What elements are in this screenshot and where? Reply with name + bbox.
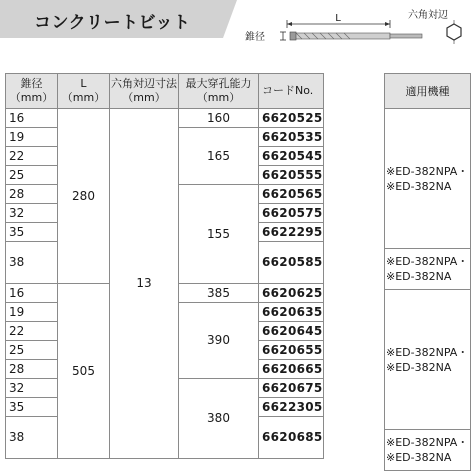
header-capacity-text: 最大穿孔能力 （mm） xyxy=(185,77,252,104)
diameter-cell: 38 xyxy=(6,417,58,459)
bit-tip xyxy=(290,32,296,40)
code-cell: 6622305 xyxy=(259,398,324,417)
machine-cell xyxy=(385,109,471,249)
diameter-cell: 28 xyxy=(6,360,58,379)
diameter-cell: 16 xyxy=(6,284,58,303)
page-title: コンクリートビット xyxy=(34,13,191,33)
header-length xyxy=(58,74,110,109)
capacity-cell: 165 xyxy=(179,128,259,185)
bit-hex-shank xyxy=(390,34,422,38)
machine-line: ※ED-382NPA・ xyxy=(386,255,469,268)
diameter-cell: 25 xyxy=(6,166,58,185)
machine-line: ※ED-382NPA・ xyxy=(386,164,469,178)
machine-line: ※ED-382NA xyxy=(386,451,452,464)
code-cell: 6620625 xyxy=(259,284,324,303)
header-code: コードNo. xyxy=(259,74,324,109)
capacity-cell: 390 xyxy=(179,303,259,379)
code-cell: 6622295 xyxy=(259,223,324,242)
length-cell: 280 xyxy=(58,109,110,284)
machine-line: ※ED-382NA xyxy=(386,360,452,374)
machine-line: ※ED-382NPA・ xyxy=(386,345,469,359)
header-length-text: L （mm） xyxy=(61,77,106,104)
bit-illustration xyxy=(240,6,471,66)
diameter-cell: 25 xyxy=(6,341,58,360)
code-cell: 6620645 xyxy=(259,322,324,341)
length-label: L xyxy=(335,13,341,24)
diameter-cell: 35 xyxy=(6,398,58,417)
header-diameter-text: 錐径 （mm） xyxy=(9,77,54,104)
diameter-cell: 19 xyxy=(6,303,58,322)
header-hex xyxy=(110,74,179,109)
code-cell: 6620675 xyxy=(259,379,324,398)
diameter-cell: 35 xyxy=(6,223,58,242)
hex-section-icon xyxy=(447,24,461,40)
code-cell: 6620535 xyxy=(259,128,324,147)
capacity-cell: 160 xyxy=(179,109,259,128)
code-cell: 6620545 xyxy=(259,147,324,166)
code-cell: 6620565 xyxy=(259,185,324,204)
code-cell: 6620635 xyxy=(259,303,324,322)
code-cell: 6620525 xyxy=(259,109,324,128)
capacity-cell: 155 xyxy=(179,185,259,284)
machine-line: ※ED-382NPA・ xyxy=(386,436,469,449)
machine-cell xyxy=(385,290,471,430)
machine-line: ※ED-382NA xyxy=(386,179,452,193)
header-diameter xyxy=(6,74,58,109)
capacity-cell: 380 xyxy=(179,379,259,459)
code-cell: 6620555 xyxy=(259,166,324,185)
header-hex-text: 六角対辺寸法 （mm） xyxy=(111,77,177,104)
diameter-cell: 38 xyxy=(6,242,58,284)
code-cell: 6620665 xyxy=(259,360,324,379)
header-capacity xyxy=(179,74,259,109)
diameter-cell: 32 xyxy=(6,379,58,398)
hex-size-cell: 13 xyxy=(110,109,179,459)
bit-diagram xyxy=(240,6,471,66)
machine-table xyxy=(384,73,471,471)
code-cell: 6620585 xyxy=(259,242,324,284)
diameter-cell: 32 xyxy=(6,204,58,223)
diameter-cell: 16 xyxy=(6,109,58,128)
code-cell: 6620655 xyxy=(259,341,324,360)
length-cell: 505 xyxy=(58,284,110,459)
code-cell: 6620575 xyxy=(259,204,324,223)
diameter-cell: 19 xyxy=(6,128,58,147)
diameter-cell: 28 xyxy=(6,185,58,204)
diameter-cell: 22 xyxy=(6,322,58,341)
machine-line: ※ED-382NA xyxy=(386,270,452,283)
machine-cell xyxy=(385,249,471,290)
diameter-label: 錐径 xyxy=(245,32,265,43)
capacity-cell: 385 xyxy=(179,284,259,303)
diameter-cell: 22 xyxy=(6,147,58,166)
hex-label: 六角対辺 xyxy=(408,10,448,21)
spec-table xyxy=(5,73,324,459)
code-cell: 6620685 xyxy=(259,417,324,459)
header-machine: 適用機種 xyxy=(385,74,471,109)
machine-cell xyxy=(385,430,471,471)
